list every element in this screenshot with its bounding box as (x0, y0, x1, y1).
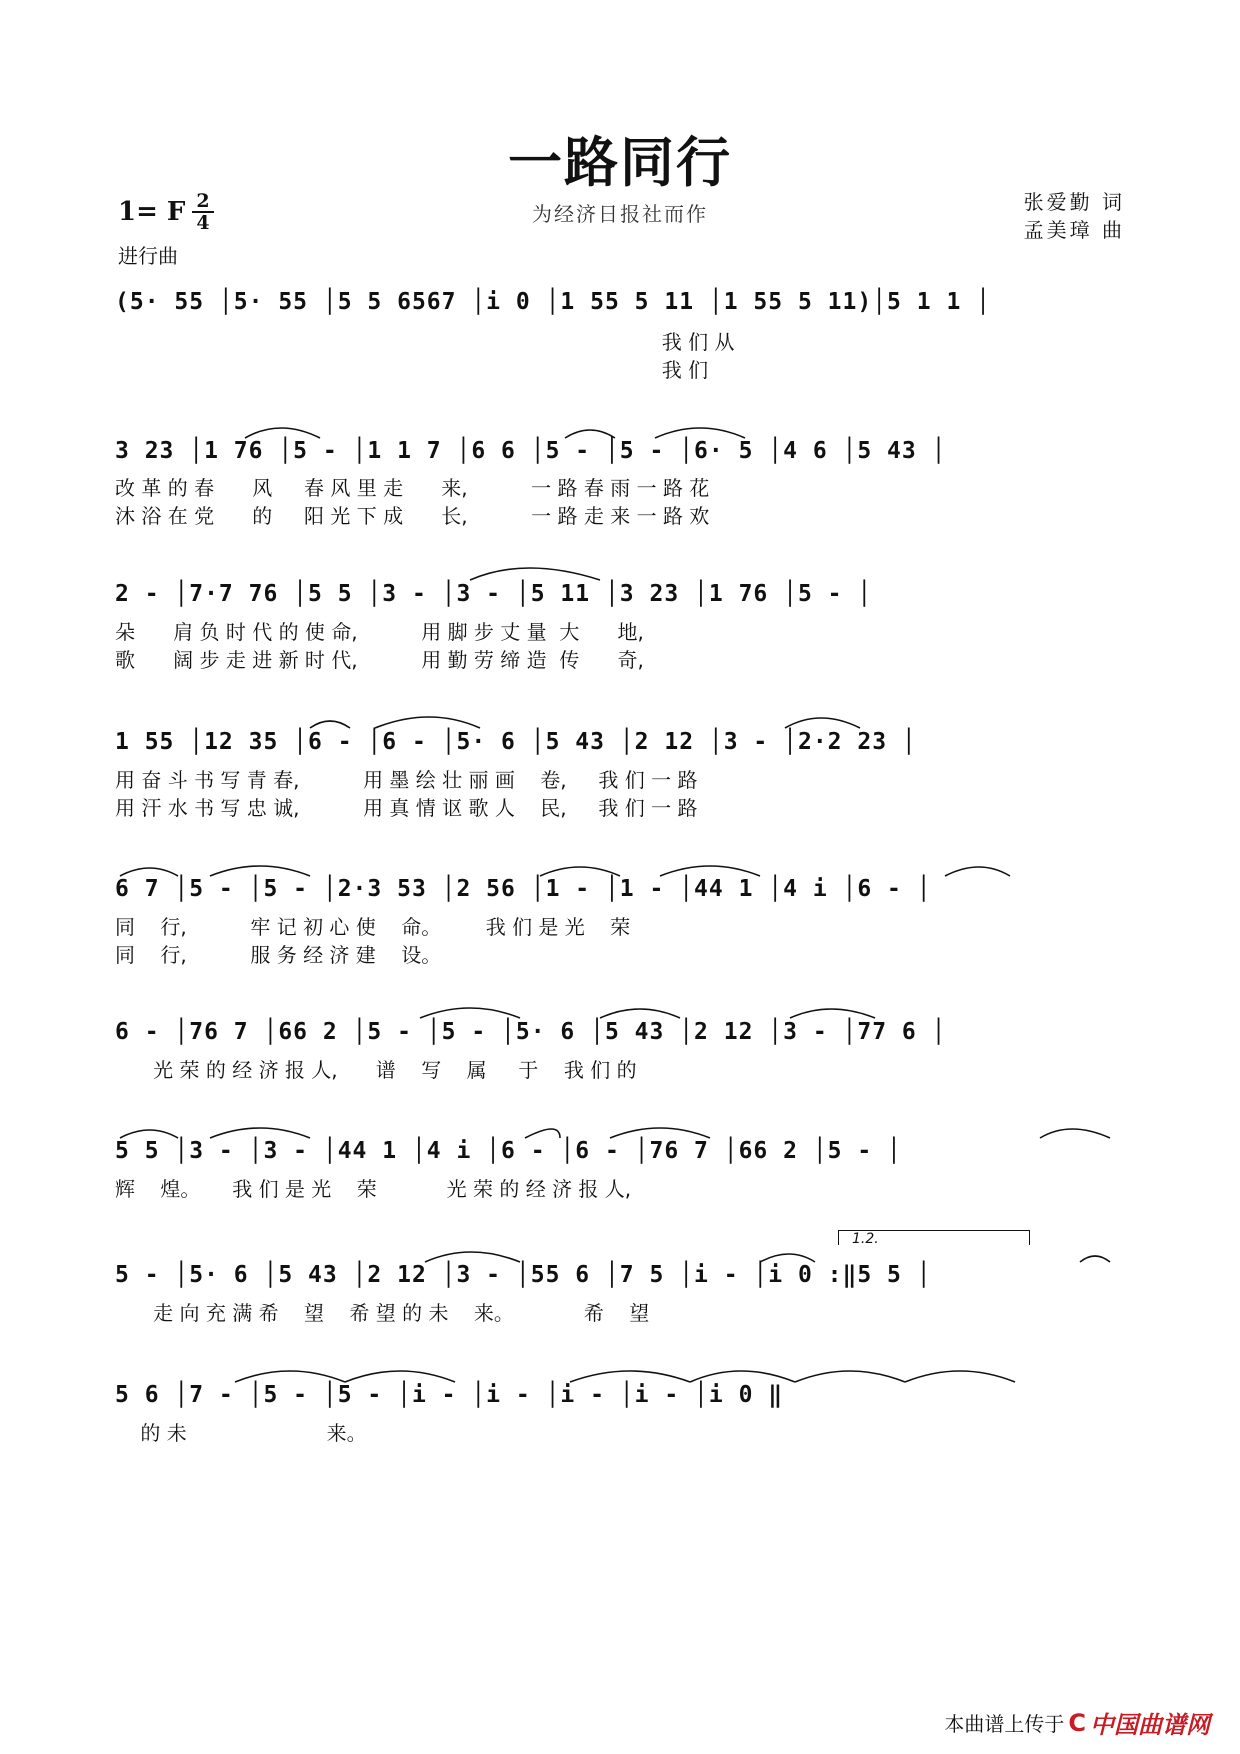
system-4-lyric-verse-2: 用 汗 水 书 写 忠 诚, 用 真 情 讴 歌 人 民, 我 们 一 路 (115, 796, 698, 820)
slur (570, 1371, 690, 1382)
system-8-notes: 5 - │5· 6 │5 43 │2 12 │3 - │55 6 │7 5 │i - │i 0 :‖5 5 │ (115, 1262, 932, 1288)
system-3-lyric-verse-2: 歌 阔 步 走 进 新 时 代, 用 勤 劳 缔 造 传 奇, (115, 648, 644, 672)
system-9-notes: 5 6 │7 - │5 - │5 - │i - │i - │i - │i - │i 0 ‖ (115, 1382, 784, 1408)
slur (1040, 1129, 1110, 1138)
slur (795, 1371, 905, 1382)
slur (905, 1371, 1015, 1382)
site-brand-part-2: 曲谱网 (1138, 1711, 1210, 1739)
slur (660, 866, 760, 876)
slur (425, 1252, 520, 1262)
system-1-notes: (5· 55 │5· 55 │5 5 6567 │i 0 │1 55 5 11 │1 55 5 11)│5 1 1 │ (115, 289, 991, 315)
slur (235, 1371, 345, 1382)
system-3-notes: 2 - │7·7 76 │5 5 │3 - │3 - │5 11 │3 23 │1 76 │5 - │ (115, 581, 873, 607)
slur (540, 867, 620, 876)
slur (1080, 1256, 1110, 1262)
system-5-lyric-verse-2: 同 行, 服 务 经 济 建 设。 (115, 943, 442, 967)
slur (610, 1128, 710, 1138)
volta-label: 1.2. (852, 1231, 879, 1247)
system-6-notes: 6 - │76 7 │66 2 │5 - │5 - │5· 6 │5 43 │2 12 │3 - │77 6 │ (115, 1019, 947, 1045)
time-signature-bottom: 4 (196, 212, 210, 234)
system-7-lyric-verse-1: 辉 煌。 我 们 是 光 荣 光 荣 的 经 济 报 人, (115, 1177, 632, 1201)
slur (565, 430, 615, 438)
lyricist-credit: 张爱勤 词 (1023, 190, 1125, 214)
system-4-lyric-verse-1: 用 奋 斗 书 写 青 春, 用 墨 绘 壮 丽 画 卷, 我 们 一 路 (115, 768, 698, 792)
tempo-style: 进行曲 (118, 244, 178, 268)
system-1-lyric-verse-1: 我 们 从 (115, 330, 735, 354)
system-2-lyric-verse-1: 改 革 的 春 风 春 风 里 走 来, 一 路 春 雨 一 路 花 (115, 476, 710, 500)
slur (310, 721, 350, 728)
system-2-notes: 3 23 │1 76 │5 - │1 1 7 │6 6 │5 - │5 - │6· 5 │4 6 │5 43 │ (115, 438, 947, 464)
composer-credit: 孟美璋 曲 (1023, 218, 1125, 242)
song-title: 一路同行 (508, 131, 732, 194)
system-9-lyric-verse-1: 的 未 来。 (115, 1421, 367, 1445)
slur (470, 568, 600, 580)
song-subtitle: 为经济日报社而作 (532, 202, 708, 226)
footer-text: 本曲谱上传于 (944, 1712, 1065, 1736)
slur (525, 1129, 560, 1138)
slur (345, 1371, 455, 1382)
slur (760, 1254, 815, 1262)
system-4-notes: 1 55 │12 35 │6 - │6 - │5· 6 │5 43 │2 12 │3 - │2·2 23 │ (115, 729, 917, 755)
slur (600, 1009, 680, 1018)
slur (945, 867, 1010, 876)
time-signature-top: 2 (196, 190, 210, 212)
slur (785, 718, 860, 728)
system-2-lyric-verse-2: 沐 浴 在 党 的 阳 光 下 成 长, 一 路 走 来 一 路 欢 (115, 504, 710, 528)
slur (120, 868, 178, 876)
slur (790, 1009, 875, 1018)
system-5-notes: 6 7 │5 - │5 - │2·3 53 │2 56 │1 - │1 - │44 1 │4 i │6 - │ (115, 876, 932, 902)
system-6-lyric-verse-1: 光 荣 的 经 济 报 人, 谱 写 属 于 我 们 的 (115, 1058, 637, 1082)
footer-credit (944, 1705, 1210, 1740)
system-3-lyric-verse-1: 朵 肩 负 时 代 的 使 命, 用 脚 步 丈 量 大 地, (115, 620, 644, 644)
slur (210, 1128, 310, 1138)
site-brand (1090, 1705, 1210, 1740)
slur (210, 866, 310, 876)
slur (245, 428, 320, 438)
slur (655, 428, 745, 438)
slur (690, 1371, 795, 1382)
system-8-lyric-verse-1: 走 向 充 满 希 望 希 望 的 未 来。 希 望 (115, 1301, 650, 1325)
slur (120, 1130, 178, 1138)
system-1-lyric-verse-2: 我 们 (115, 358, 709, 382)
slur (375, 717, 480, 728)
site-brand-part-1: 中国 (1090, 1711, 1138, 1739)
key-signature: 1= F (118, 197, 186, 227)
site-logo-icon: C (1068, 1708, 1086, 1737)
system-7-notes: 5 5 │3 - │3 - │44 1 │4 i │6 - │6 - │76 7 │66 2 │5 - │ (115, 1138, 902, 1164)
slur (420, 1008, 520, 1018)
system-5-lyric-verse-1: 同 行, 牢 记 初 心 使 命。 我 们 是 光 荣 (115, 915, 631, 939)
